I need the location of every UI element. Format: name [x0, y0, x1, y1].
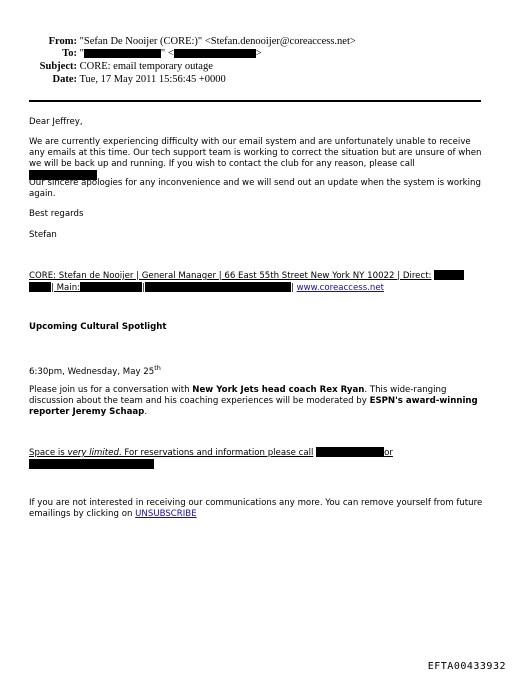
space-a: Space is: [29, 448, 68, 458]
space-or: or: [384, 448, 393, 458]
unsubscribe-link[interactable]: UNSUBSCRIBE: [135, 509, 197, 519]
header-from: [0, 36, 356, 48]
to-close: >: [255, 48, 262, 59]
signature-line: CORE: Stefan de Nooijer | General Manager | 66 East 55th Street New York NY 10022 | Direct:: [29, 271, 432, 281]
spotlight-time-text: 6:30pm, Wednesday, May 25: [29, 366, 155, 377]
desc-b: New York Jets head coach Rex Ryan: [192, 385, 365, 395]
greeting: Dear Jeffrey,: [29, 117, 83, 127]
from-label: From:: [48, 36, 77, 47]
header-to: [0, 48, 262, 60]
redaction: [316, 447, 384, 457]
spotlight-time-sup: th: [154, 364, 161, 372]
space-c: . For reservations and information please call: [118, 448, 314, 458]
redaction: [434, 270, 464, 280]
paragraph-outage: [29, 137, 484, 182]
coreaccess-link[interactable]: www.coreaccess.net: [296, 283, 385, 293]
header-date: [0, 74, 226, 86]
desc-e: .: [144, 407, 148, 417]
redaction: [174, 49, 256, 58]
closing: Best regards: [29, 209, 84, 219]
header-subject: [0, 61, 213, 73]
spotlight-heading: Upcoming Cultural Spotlight: [29, 322, 167, 332]
header-divider: [29, 100, 481, 102]
to-quote-close: " <: [160, 48, 174, 59]
bates-number: EFTA00433932: [427, 661, 506, 672]
redaction: [29, 282, 51, 292]
desc-c: . This wide-ranging discussion about the team and his coaching experiences will be moderated by: [29, 385, 447, 406]
paragraph-outage-text: We are currently experiencing difficulty with our email system and are unfortunately unable to receive any emails at this time. Our tech support team is working to correct the situation but are unsure of when we will be back up and running. If you wish to contact the club for any reason, please call: [29, 137, 482, 169]
redaction: [29, 459, 154, 469]
signature-pipe: |: [142, 283, 145, 293]
date-value: Tue, 17 May 2011 15:56:45 +0000: [79, 74, 226, 85]
paragraph-apology: Our sincere apologies for any inconvenience and we will send out an update when the system is working again.: [29, 178, 481, 199]
unsubscribe-notice: [29, 498, 484, 520]
signature-name: Stefan: [29, 230, 57, 240]
spotlight-description: [29, 385, 484, 418]
desc-a: Please join us for a conversation with: [29, 385, 193, 395]
from-value: "Sefan De Nooijer (CORE:)" <Stefan.denooijer@coreaccess.net>: [79, 36, 356, 47]
redaction: [80, 282, 142, 292]
date-label: Date:: [52, 74, 77, 85]
unsubscribe-text: If you are not interested in receiving our communications any more. You can remove yourself from future emailings by clicking on: [29, 498, 483, 519]
spotlight-time: [29, 363, 484, 378]
space-b: very limited: [67, 448, 119, 458]
redaction: [145, 282, 291, 292]
signature-block: [29, 270, 484, 294]
subject-value: CORE: email temporary outage: [79, 61, 213, 72]
space-limited: [29, 447, 484, 471]
to-label: To:: [62, 48, 77, 59]
signature-pipe-2: |: [290, 283, 294, 293]
to-quote-open: ": [79, 48, 84, 59]
redaction: [84, 49, 161, 58]
signature-main: | Main:: [51, 283, 81, 293]
subject-label: Subject:: [39, 61, 77, 72]
desc-d: ESPN's award-winning reporter Jeremy Schaap: [29, 396, 478, 417]
